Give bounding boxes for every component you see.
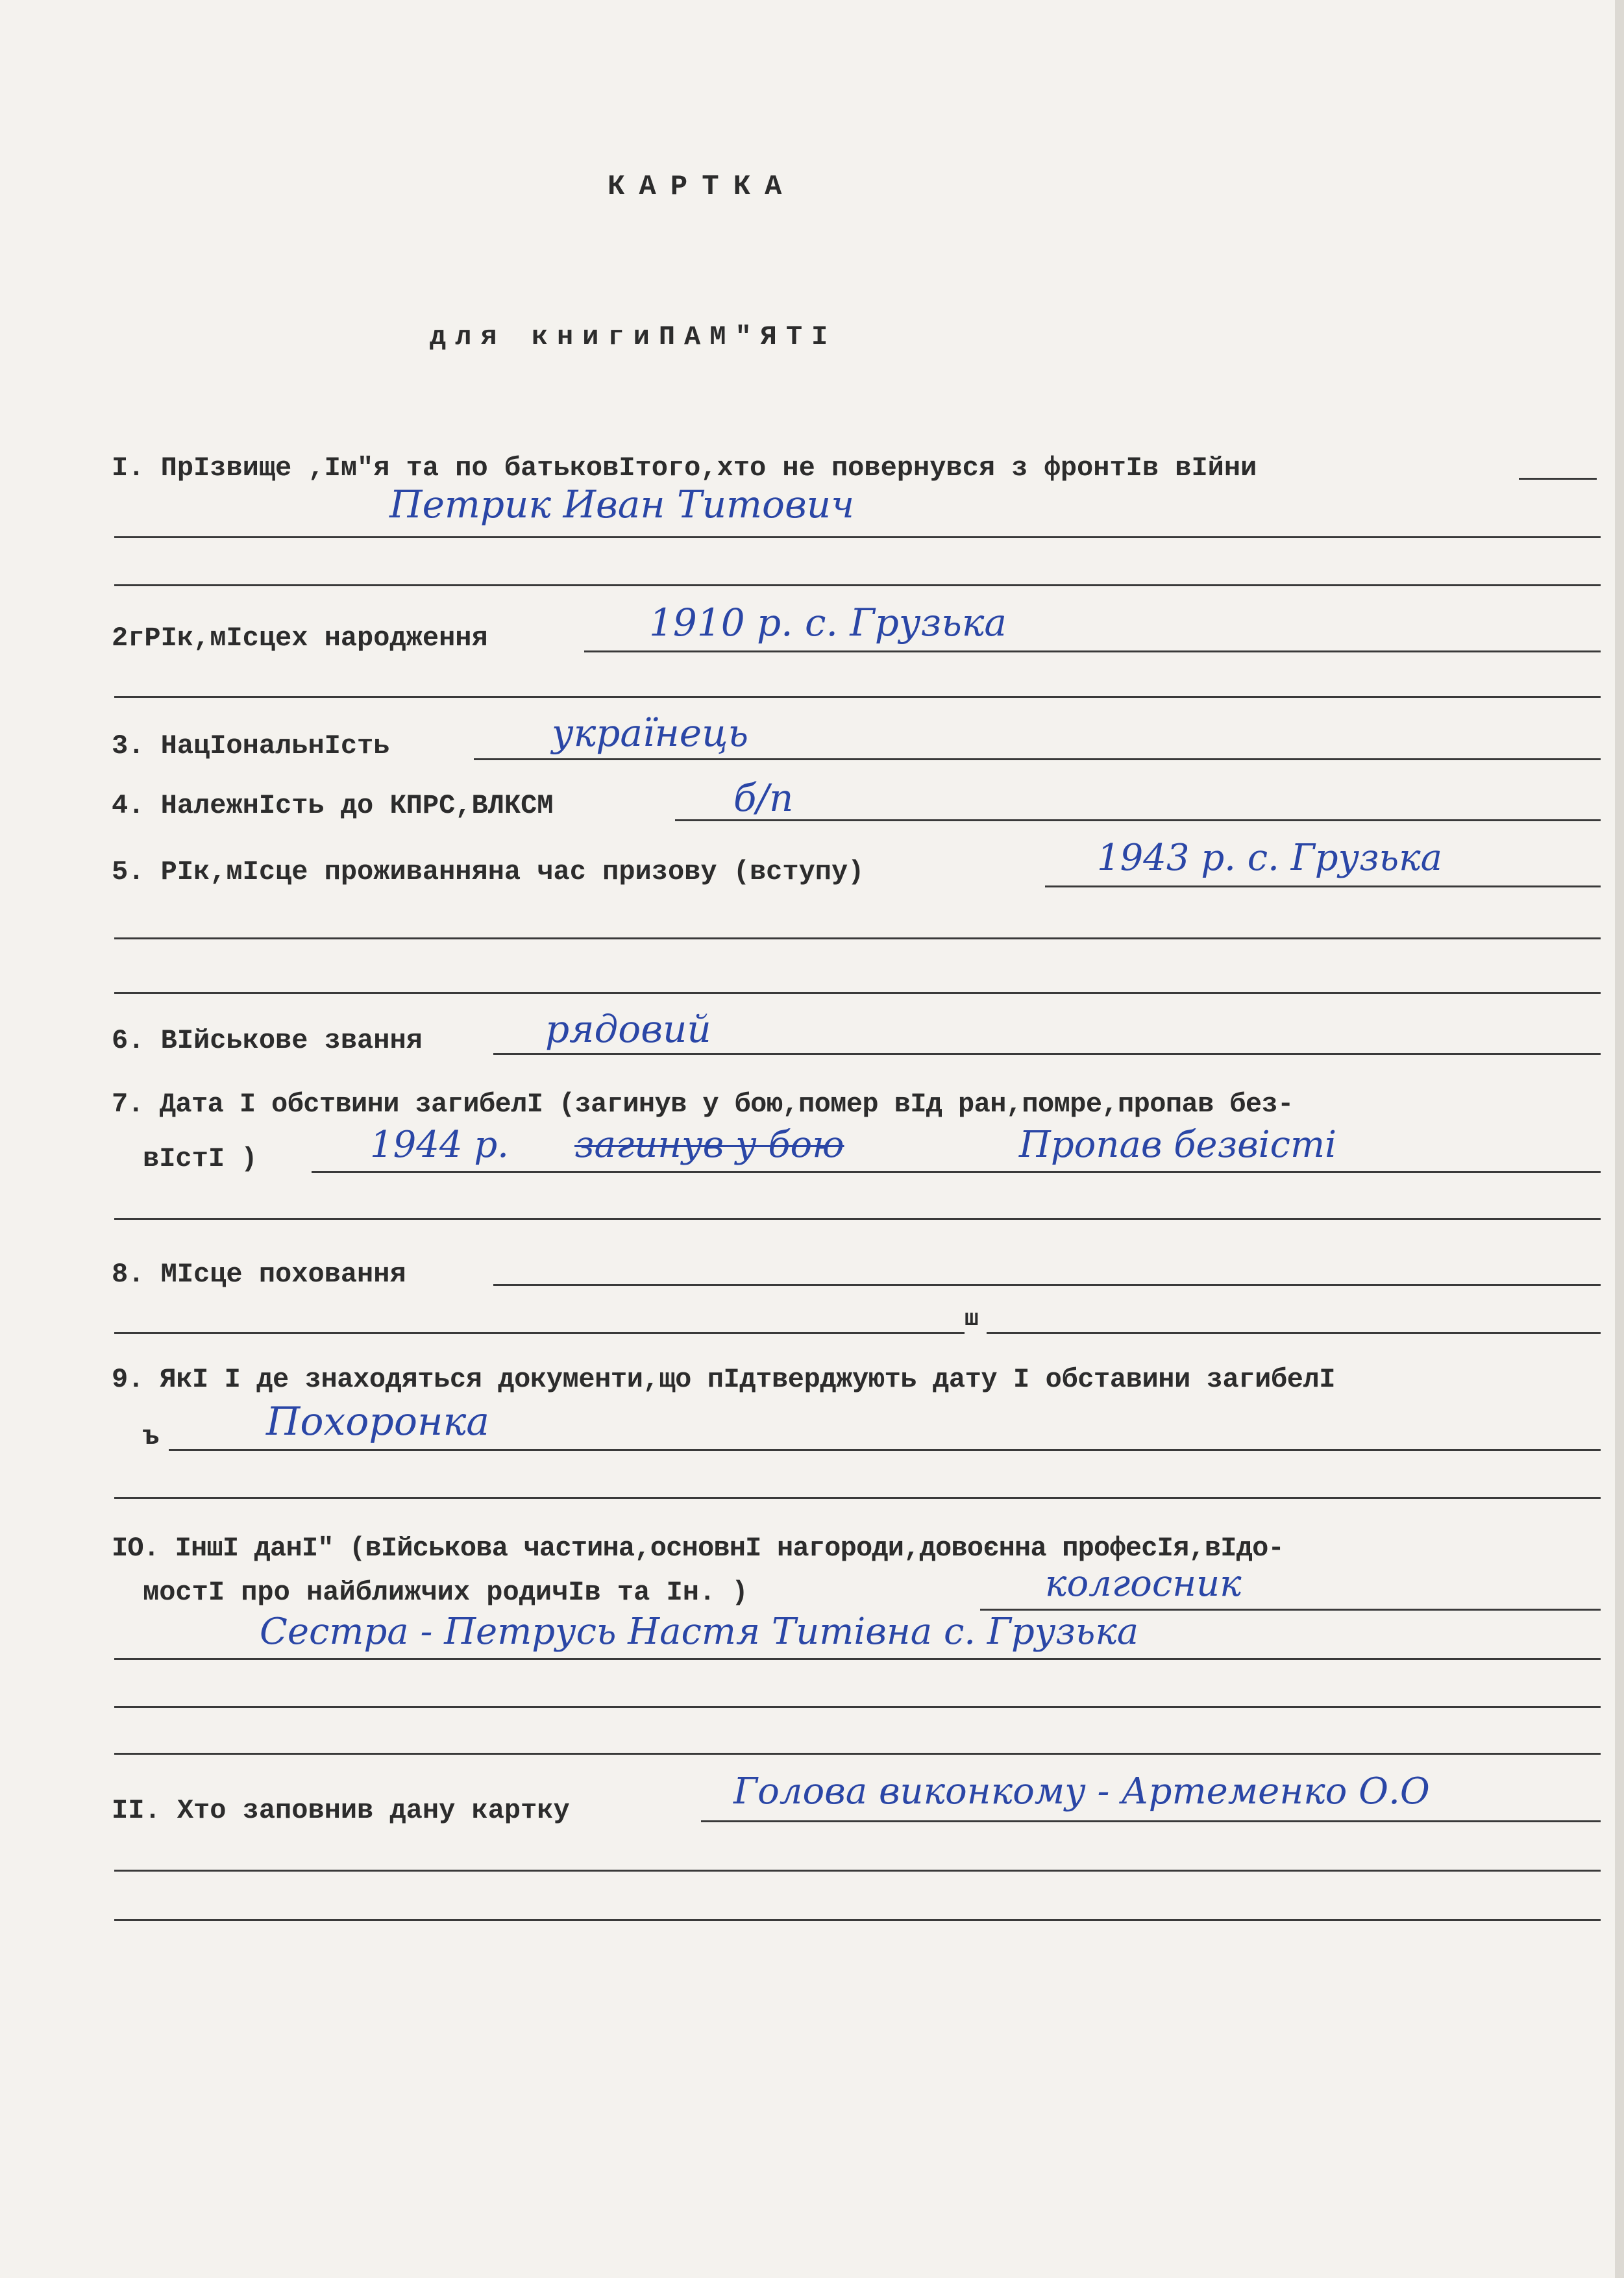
field-9-value: Похоронка (266, 1399, 490, 1444)
field-6-label: 6. ВІйськове звання (112, 1025, 423, 1056)
field-7-value-extra: Пропав безвісті (1019, 1124, 1336, 1166)
field-1-value: Петрик Иван Титович (389, 482, 855, 526)
field-4-line (675, 819, 1601, 821)
field-9-line-a (169, 1449, 1601, 1451)
field-10-label-cont: мостІ про найближчих родичІв та Ін. ) (143, 1577, 748, 1608)
field-10-line-b (114, 1658, 1601, 1660)
field-10-label: ІО. ІншІ данІ" (вІйськова частина,основнІ нагороди,довоєнна професІя,вІдо- (112, 1533, 1284, 1564)
field-1-tail-line (1519, 478, 1597, 480)
field-8-line-b-right (987, 1332, 1601, 1334)
field-9-label: 9. ЯкІ І де знаходяться документи,що пІдтверджують дату І обставини загибелІ (112, 1364, 1336, 1395)
field-11-line-c (114, 1919, 1601, 1921)
field-11-line-b (114, 1870, 1601, 1872)
field-7-label-cont: вІстІ ) (143, 1143, 258, 1174)
field-1-line-a (114, 536, 1601, 538)
field-6-line (493, 1053, 1601, 1055)
field-1-label: І. ПрІзвище ,Ім"я та по батьковІтого,хто не повернувся з фронтІв вІйни (112, 452, 1257, 484)
field-11-value: Голова виконкому - Артеменко О.О (733, 1770, 1430, 1813)
field-3-label: 3. НацІональнІсть (112, 730, 390, 761)
field-3-line (474, 758, 1601, 760)
field-10-line-d (114, 1753, 1601, 1755)
field-4-value: б/п (733, 776, 794, 820)
field-8-label-cont: ш (965, 1306, 979, 1332)
field-4-label: 4. НалежнІсть до КПРС,ВЛКСМ (112, 790, 554, 821)
field-10-line-c (114, 1706, 1601, 1708)
field-7-value-struck: загинув у бою (574, 1124, 844, 1166)
field-10-value: колгосник (1045, 1563, 1242, 1605)
field-10-value-line2: Сестра - Петрусь Настя Титівна с. Грузька (260, 1611, 1139, 1653)
field-8-label: 8. МІсце поховання (112, 1259, 406, 1290)
field-8-line-a (493, 1284, 1601, 1286)
field-5-line-a (1045, 885, 1601, 887)
card-title: КАРТКА (608, 171, 796, 203)
field-5-line-c (114, 992, 1601, 994)
field-7-value: 1944 р. (370, 1124, 509, 1166)
field-2-value: 1910 р. с. Грузька (649, 600, 1007, 645)
field-5-value: 1943 р. с. Грузька (1097, 837, 1442, 879)
field-11-line-a (701, 1820, 1601, 1822)
field-7-label: 7. Дата І обствини загибелІ (загинув у бою,помер вІд ран,помре,пропав без- (112, 1089, 1294, 1120)
field-9-line-b (114, 1497, 1601, 1499)
field-5-line-b (114, 937, 1601, 939)
field-6-value: рядовий (545, 1007, 711, 1051)
field-2-line-b (114, 696, 1601, 698)
field-7-line-b (114, 1218, 1601, 1220)
field-11-label: ІІ. Хто заповнив дану картку (112, 1795, 570, 1826)
field-1-line-b (114, 584, 1601, 586)
field-7-line-a (312, 1171, 1601, 1173)
field-3-value: українець (552, 711, 749, 755)
field-2-line-a (584, 650, 1601, 652)
card-subtitle: для книгиПАМ"ЯТІ (430, 321, 837, 353)
field-5-label: 5. РІк,мІсце проживанняна час призову (вступу) (112, 856, 865, 887)
field-2-label: 2гРІк,мІсцех народження (112, 623, 488, 654)
field-9-label-cont: ъ (143, 1421, 160, 1452)
field-8-line-b-left (114, 1332, 965, 1334)
